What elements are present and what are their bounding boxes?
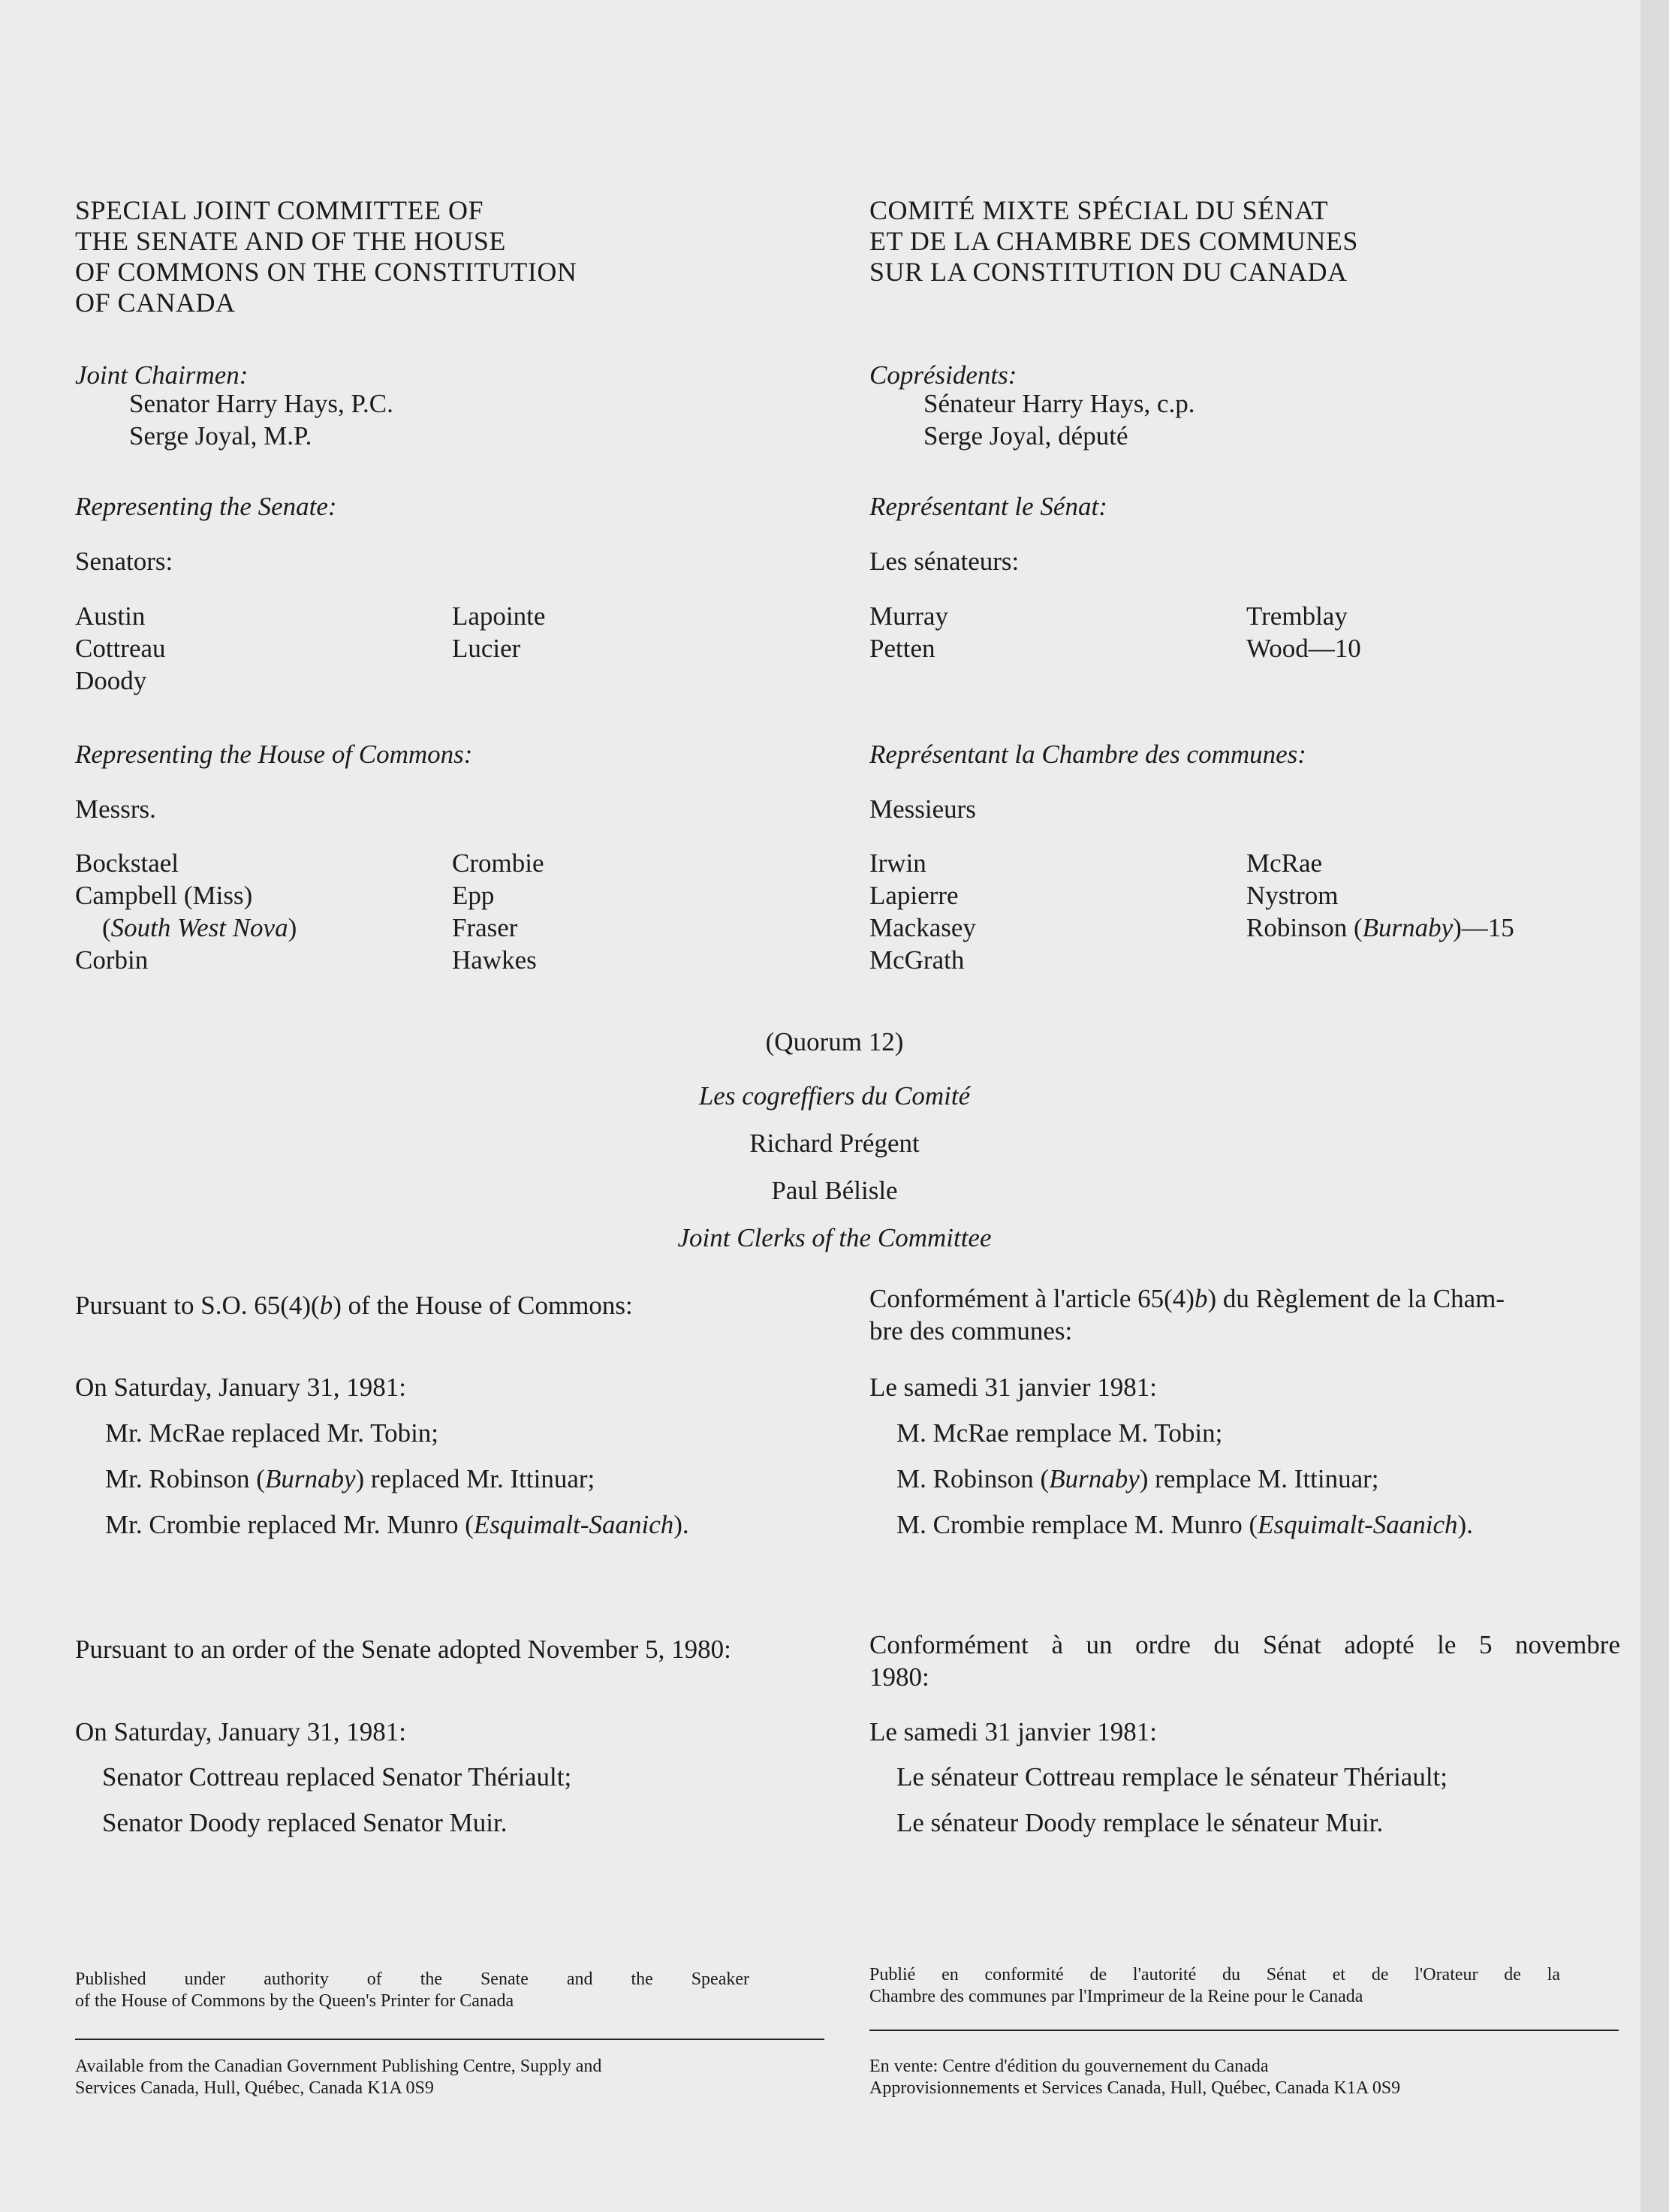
- messrs-label: Messrs.: [75, 794, 156, 824]
- member-name: McGrath: [869, 945, 965, 975]
- available-notice: En vente: Centre d'édition du gouvernement du Canada Approvisionnements et Services Canada, Hull, Québec, Canada K1A 0S9: [869, 2057, 1401, 2098]
- replacement-entry: Mr. McRae replaced Mr. Tobin;: [105, 1418, 439, 1448]
- pursuant-standing-order: Pursuant to S.O. 65(4)(b) of the House of Commons:: [75, 1291, 633, 1320]
- member-name: Fraser: [452, 913, 518, 942]
- page-edge: [1640, 0, 1669, 2212]
- representing-senate-heading: Représentant le Sénat:: [869, 492, 1107, 521]
- senator-name: Cottreau: [75, 634, 166, 663]
- joint-chairmen-label: Joint Chairmen:: [75, 360, 249, 390]
- member-name: Mackasey: [869, 913, 976, 942]
- copresidents-label: Coprésidents:: [869, 360, 1017, 390]
- clerk-name: Richard Prégent: [749, 1129, 920, 1158]
- member-name: Lapierre: [869, 881, 959, 910]
- published-notice: Publié en conformité de l'autorité du Sénat et de l'Orateur de la Chambre des communes par l'Imprimeur de la Reine pour le Canada: [869, 1965, 1560, 2006]
- replacement-entry: M. Crombie remplace M. Munro (Esquimalt-Saanich).: [896, 1510, 1473, 1539]
- conformement-reglement: Conformément à l'article 65(4)b) du Règlement de la Cham-: [869, 1284, 1505, 1313]
- ordre-senat: Conformément à un ordre du Sénat adopté le 5 novembre 1980:: [869, 1630, 1620, 1692]
- joint-clerks-heading: Joint Clerks of the Committee: [677, 1223, 992, 1252]
- senators-list: [869, 600, 1628, 665]
- member-name: Bockstael: [75, 848, 179, 878]
- title-line: SUR LA CONSTITUTION DU CANADA: [869, 257, 1348, 287]
- member-name: Epp: [452, 881, 495, 910]
- replacement-entry: Le sénateur Cottreau remplace le sénateur Thériault;: [896, 1762, 1448, 1792]
- title-line: OF CANADA: [75, 288, 236, 318]
- representing-commons-heading: Représentant la Chambre des communes:: [869, 740, 1306, 769]
- replacement-date: On Saturday, January 31, 1981:: [75, 1373, 406, 1402]
- replacement-entry: Mr. Robinson (Burnaby) replaced Mr. Ittinuar;: [105, 1464, 595, 1493]
- committee-title: [75, 195, 577, 318]
- replacement-entry: Senator Doody replaced Senator Muir.: [102, 1808, 508, 1837]
- replacement-date: Le samedi 31 janvier 1981:: [869, 1373, 1157, 1402]
- senator-name: Lucier: [452, 634, 521, 663]
- senators-list: [75, 600, 833, 697]
- member-name: Crombie: [452, 848, 544, 878]
- senator-name: Austin: [75, 601, 146, 631]
- member-name: Hawkes: [452, 945, 537, 975]
- replacement-entry: Senator Cottreau replaced Senator Thériault;: [102, 1762, 572, 1792]
- title-line: COMITÉ MIXTE SPÉCIAL DU SÉNAT: [869, 195, 1329, 225]
- committee-title-fr: [869, 195, 1358, 288]
- member-name: Campbell (Miss): [75, 881, 253, 910]
- chairman: Senator Harry Hays, P.C.: [129, 389, 393, 418]
- replacement-entry: M. McRae remplace M. Tobin;: [896, 1418, 1223, 1448]
- chairman: Serge Joyal, député: [923, 421, 1128, 451]
- members-list: [75, 847, 833, 976]
- member-riding: (South West Nova): [102, 913, 297, 942]
- quorum: (Quorum 12): [765, 1027, 904, 1056]
- members-list: [869, 847, 1628, 976]
- senator-name: Murray: [869, 601, 948, 631]
- senator-name: Tremblay: [1246, 601, 1348, 631]
- clerk-name: Paul Bélisle: [771, 1176, 898, 1205]
- senator-name: Wood—10: [1246, 634, 1361, 663]
- member-name: Irwin: [869, 848, 926, 878]
- chairman: Sénateur Harry Hays, c.p.: [923, 389, 1195, 418]
- member-name: McRae: [1246, 848, 1323, 878]
- representing-senate-heading: Representing the Senate:: [75, 492, 337, 521]
- member-name: Robinson (Burnaby)—15: [1246, 913, 1514, 942]
- member-name: Nystrom: [1246, 881, 1339, 910]
- representing-commons-heading: Representing the House of Commons:: [75, 740, 473, 769]
- title-line: OF COMMONS ON THE CONSTITUTION: [75, 257, 577, 287]
- chairman: Serge Joyal, M.P.: [129, 421, 312, 451]
- replacement-entry: M. Robinson (Burnaby) remplace M. Ittinuar;: [896, 1464, 1379, 1493]
- senator-name: Lapointe: [452, 601, 546, 631]
- senators-label: Senators:: [75, 547, 173, 576]
- replacement-date: Le samedi 31 janvier 1981:: [869, 1717, 1157, 1746]
- conformement-reglement-cont: bre des communes:: [869, 1316, 1073, 1346]
- available-notice: Available from the Canadian Government Publishing Centre, Supply and Services Canada, Hull, Québec, Canada K1A 0S9: [75, 2057, 602, 2098]
- riding-name: South West Nova: [110, 913, 288, 942]
- senator-name: Petten: [869, 634, 935, 663]
- senator-name: Doody: [75, 666, 147, 695]
- messieurs-label: Messieurs: [869, 794, 976, 824]
- replacement-date: On Saturday, January 31, 1981:: [75, 1717, 406, 1746]
- title-line: THE SENATE AND OF THE HOUSE: [75, 226, 506, 256]
- cogreffiers-heading: Les cogreffiers du Comité: [698, 1081, 971, 1111]
- footer-rule: [75, 2039, 824, 2040]
- pursuant-senate-order: Pursuant to an order of the Senate adopted November 5, 1980:: [75, 1635, 731, 1664]
- member-name: Corbin: [75, 945, 149, 975]
- title-line: ET DE LA CHAMBRE DES COMMUNES: [869, 226, 1358, 256]
- replacement-entry: Le sénateur Doody remplace le sénateur Muir.: [896, 1808, 1384, 1837]
- published-notice: Published under authority of the Senate and the Speaker of the House of Commons by the Queen's Printer for Canada: [75, 1969, 749, 2011]
- senators-label: Les sénateurs:: [869, 547, 1020, 576]
- title-line: SPECIAL JOINT COMMITTEE OF: [75, 195, 484, 225]
- replacement-entry: Mr. Crombie replaced Mr. Munro (Esquimalt-Saanich).: [105, 1510, 689, 1539]
- footer-rule: [869, 2030, 1619, 2031]
